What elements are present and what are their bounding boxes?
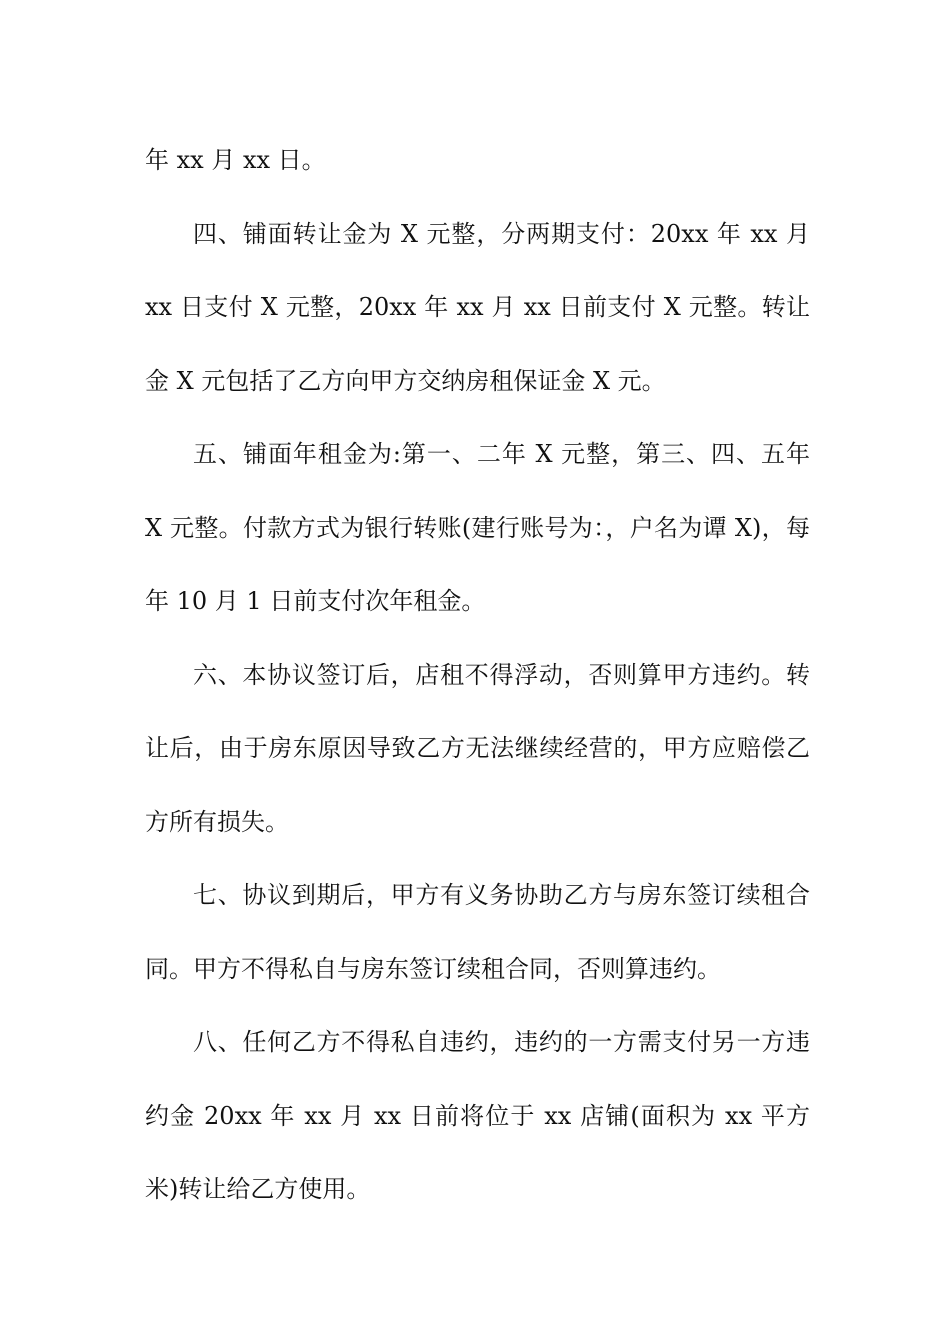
paragraph-clause-5: 五、铺面年租金为:第一、二年 X 元整，第三、四、五年 X 元整。付款方式为银行转账(建行账号为：，户名为谭 X)，每年 10 月 1 日前支付次年租金。 — [145, 440, 810, 615]
paragraph-clause-8: 八、任何乙方不得私自违约，违约的一方需支付另一方违约金 20xx 年 xx 月 xx 日前将位于 xx 店铺(面积为 xx 平方米)转让给乙方使用。 — [145, 1028, 810, 1203]
paragraph-clause-4: 四、铺面转让金为 X 元整，分两期支付：20xx 年 xx 月 xx 日支付 X 元整，20xx 年 xx 月 xx 日前支付 X 元整。转让金 X 元包括了乙方向甲方交纳房租保证金 X 元。 — [145, 219, 810, 395]
paragraph-clause-7: 七、协议到期后，甲方有义务协助乙方与房东签订续租合同。甲方不得私自与房东签订续租合同，否则算违约。 — [145, 881, 810, 983]
paragraph-clause-6: 六、本协议签订后，店租不得浮动，否则算甲方违约。转让后，由于房东原因导致乙方无法继续经营的，甲方应赔偿乙方所有损失。 — [145, 660, 810, 836]
paragraph-continuation: 年 xx 月 xx 日。 — [145, 146, 326, 174]
document-body — [145, 124, 810, 1227]
